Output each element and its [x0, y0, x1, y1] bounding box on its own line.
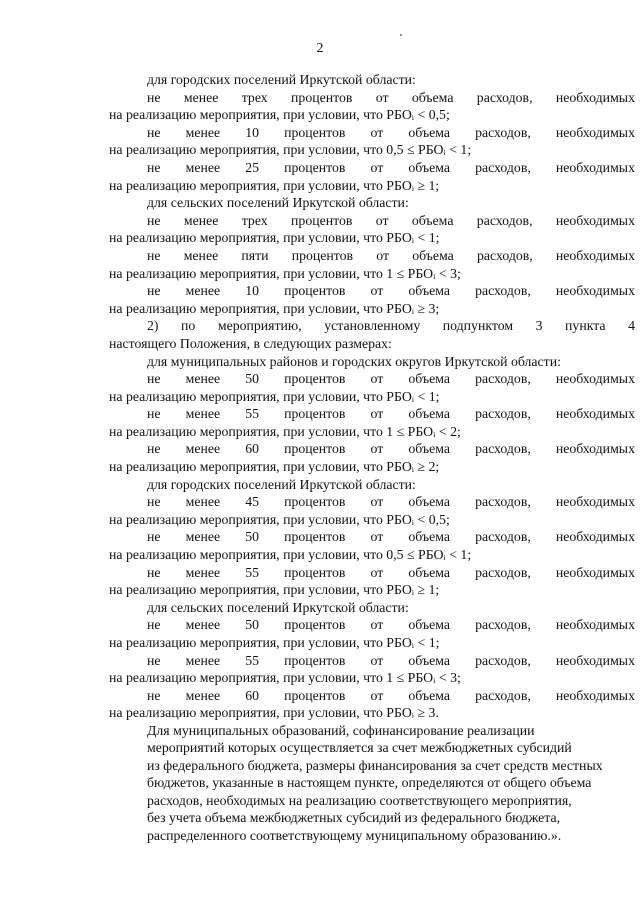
final-paragraph-line: мероприятий которых осуществляется за счет межбюджетных субсидий: [147, 740, 572, 756]
word: не: [147, 687, 161, 703]
justified-line: [109, 89, 635, 107]
word: необходимых: [555, 124, 635, 140]
final-paragraph-line: бюджетов, указанные в настоящем пункте, определяются от общего объема: [147, 775, 592, 791]
word: менее: [185, 283, 221, 299]
final-paragraph-line: распределенного соответствующему муниципальному образованию.».: [147, 827, 562, 843]
word: процентов: [284, 687, 346, 703]
indented-line: для сельских поселений Иркутской области:: [147, 195, 409, 211]
word: объема: [408, 617, 450, 633]
final-paragraph-line: Для муниципальных образований, софинансирование реализации: [147, 722, 535, 738]
justified-line: [109, 564, 635, 582]
word: менее: [183, 247, 219, 263]
word: 50: [245, 371, 259, 387]
word: процентов: [284, 564, 346, 580]
word: необходимых: [555, 371, 635, 387]
word: процентов: [284, 159, 346, 175]
word: расходов,: [475, 371, 531, 387]
word: не: [147, 564, 161, 580]
word: процентов: [291, 89, 353, 105]
text-line: на реализацию мероприятия, при условии, что 1 ≤ РБОᵢ < 3;: [109, 265, 461, 281]
word: необходимых: [555, 564, 635, 580]
word: не: [147, 212, 161, 228]
text-line: на реализацию мероприятия, при условии, что РБОᵢ < 1;: [109, 388, 440, 404]
justified-line: [109, 493, 635, 511]
word: менее: [183, 89, 219, 105]
word: расходов,: [476, 89, 533, 105]
word: необходимых: [555, 247, 635, 263]
word: процентов: [284, 371, 346, 387]
text-line: на реализацию мероприятия, при условии, что РБОᵢ ≥ 3.: [109, 705, 439, 721]
justified-line: [109, 317, 635, 335]
word: процентов: [284, 617, 346, 633]
word: расходов,: [475, 564, 531, 580]
word: объема: [408, 371, 450, 387]
word: необходимых: [555, 529, 635, 545]
justified-line: [109, 370, 635, 388]
word: процентов: [284, 441, 346, 457]
word: расходов,: [475, 652, 531, 668]
word: менее: [185, 406, 221, 422]
final-paragraph: [109, 722, 635, 845]
word: процентов: [284, 652, 346, 668]
word: не: [147, 406, 161, 422]
word: от: [370, 159, 384, 175]
word: не: [147, 617, 161, 633]
word: объема: [408, 529, 450, 545]
justified-line: [109, 616, 635, 634]
word: процентов: [284, 406, 346, 422]
word: расходов,: [475, 529, 531, 545]
justified-line: [109, 405, 635, 423]
word: необходимых: [555, 89, 635, 105]
text-line: на реализацию мероприятия, при условии, что РБОᵢ < 0,5;: [109, 107, 450, 123]
word: расходов,: [476, 247, 533, 263]
word: от: [370, 441, 384, 457]
word: менее: [185, 124, 221, 140]
word: мероприятию,: [217, 318, 302, 334]
word: объема: [408, 283, 450, 299]
word: процентов: [284, 494, 346, 510]
word: не: [147, 529, 161, 545]
word: необходимых: [555, 687, 635, 703]
word: 10: [245, 124, 259, 140]
word: 55: [245, 564, 259, 580]
word: расходов,: [475, 124, 531, 140]
word: по: [181, 318, 196, 334]
word: расходов,: [476, 212, 533, 228]
page-number: 2: [316, 41, 324, 56]
word: не: [147, 652, 161, 668]
word: процентов: [284, 283, 346, 299]
word: 3: [535, 318, 543, 334]
text-line: на реализацию мероприятия, при условии, что 0,5 ≤ РБОᵢ < 1;: [109, 142, 472, 158]
word: подпунктом: [442, 318, 514, 334]
word: 55: [245, 652, 259, 668]
text-line: настоящего Положения, в следующих размерах:: [109, 335, 392, 351]
word: от: [370, 371, 384, 387]
word: от: [370, 687, 384, 703]
word: 55: [245, 406, 259, 422]
word: менее: [185, 371, 221, 387]
word: расходов,: [475, 494, 531, 510]
word: от: [370, 406, 384, 422]
word: необходимых: [555, 406, 635, 422]
text-line: на реализацию мероприятия, при условии, что РБОᵢ ≥ 2;: [109, 459, 440, 475]
word: менее: [185, 564, 221, 580]
indented-line: для городских поселений Иркутской области:: [147, 476, 416, 492]
word: трех: [241, 89, 268, 105]
word: от: [370, 617, 384, 633]
text-line: на реализацию мероприятия, при условии, что РБОᵢ < 1;: [109, 635, 440, 650]
word: процентов: [291, 247, 354, 263]
scan-speck: [400, 34, 402, 36]
justified-line: [109, 159, 635, 177]
word: менее: [185, 159, 221, 175]
word: от: [375, 89, 389, 105]
text-line: на реализацию мероприятия, при условии, что РБОᵢ < 1;: [109, 230, 440, 246]
final-paragraph-line: расходов, необходимых на реализацию соответствующего мероприятия,: [147, 792, 572, 808]
word: менее: [185, 529, 221, 545]
word: объема: [408, 564, 450, 580]
word: расходов,: [475, 687, 531, 703]
word: не: [147, 441, 161, 457]
word: необходимых: [555, 494, 635, 510]
word: объема: [408, 652, 450, 668]
word: 50: [245, 617, 259, 633]
word: 2): [147, 318, 159, 334]
word: не: [147, 124, 161, 140]
word: менее: [185, 617, 221, 633]
word: не: [147, 371, 161, 387]
text-line: на реализацию мероприятия, при условии, что 0,5 ≤ РБОᵢ < 1;: [109, 547, 472, 563]
justified-line: [109, 124, 635, 142]
word: от: [370, 494, 384, 510]
word: 60: [245, 441, 259, 457]
justified-line: [109, 528, 635, 546]
justified-line: [109, 247, 635, 265]
word: объема: [408, 124, 450, 140]
word: необходимых: [555, 652, 635, 668]
word: процентов: [284, 124, 346, 140]
word: от: [370, 652, 384, 668]
word: 10: [245, 283, 259, 299]
word: от: [370, 124, 384, 140]
word: 50: [245, 529, 259, 545]
word: 45: [245, 494, 259, 510]
word: не: [147, 89, 161, 105]
word: необходимых: [555, 212, 635, 228]
word: от: [376, 247, 390, 263]
indented-line: для муниципальных районов и городских округов Иркутской области:: [147, 353, 561, 369]
word: объема: [408, 406, 450, 422]
justified-line: [109, 282, 635, 300]
word: процентов: [291, 212, 353, 228]
word: объема: [408, 494, 450, 510]
word: от: [375, 212, 389, 228]
word: объема: [411, 89, 454, 105]
document-body: [109, 71, 635, 844]
text-line: на реализацию мероприятия, при условии, что РБОᵢ ≥ 1;: [109, 582, 440, 598]
final-paragraph-line: без учета объема межбюджетных субсидий из федерального бюджета,: [147, 810, 561, 826]
word: объема: [412, 247, 454, 263]
word: не: [147, 494, 161, 510]
word: объема: [408, 159, 450, 175]
word: от: [370, 283, 384, 299]
indented-line: для сельских поселений Иркутской области:: [147, 599, 409, 615]
word: объема: [408, 441, 450, 457]
word: менее: [185, 494, 221, 510]
text-lines: [109, 71, 635, 722]
word: расходов,: [475, 617, 531, 633]
word: расходов,: [475, 159, 531, 175]
word: от: [370, 564, 384, 580]
word: не: [147, 159, 161, 175]
word: объема: [408, 687, 450, 703]
justified-line: [109, 652, 635, 670]
indented-line: для городских поселений Иркутской области:: [147, 72, 416, 87]
word: 4: [628, 318, 635, 334]
justified-line: [109, 687, 635, 705]
justified-line: [109, 440, 635, 458]
word: установленному: [324, 318, 421, 334]
word: процентов: [284, 529, 346, 545]
word: 25: [245, 159, 259, 175]
word: трех: [241, 212, 268, 228]
final-paragraph-line: из федерального бюджета, размеры финансирования за счет средств местных: [147, 757, 603, 773]
word: менее: [185, 652, 221, 668]
word: расходов,: [475, 406, 531, 422]
word: необходимых: [555, 283, 635, 299]
word: менее: [185, 687, 221, 703]
word: менее: [183, 212, 219, 228]
word: менее: [185, 441, 221, 457]
word: необходимых: [555, 617, 635, 633]
word: расходов,: [475, 441, 531, 457]
word: пяти: [241, 247, 269, 263]
word: расходов,: [475, 283, 531, 299]
word: необходимых: [555, 441, 635, 457]
word: от: [370, 529, 384, 545]
word: не: [147, 247, 161, 263]
text-line: на реализацию мероприятия, при условии, что 1 ≤ РБОᵢ < 3;: [109, 670, 461, 686]
word: пункта: [565, 318, 606, 334]
justified-line: [109, 212, 635, 230]
text-line: на реализацию мероприятия, при условии, что 1 ≤ РБОᵢ < 2;: [109, 423, 461, 439]
word: необходимых: [555, 159, 635, 175]
word: объема: [411, 212, 454, 228]
word: 60: [245, 687, 259, 703]
text-line: на реализацию мероприятия, при условии, что РБОᵢ ≥ 1;: [109, 177, 440, 193]
word: не: [147, 283, 161, 299]
text-line: на реализацию мероприятия, при условии, что РБОᵢ < 0,5;: [109, 511, 450, 527]
text-line: на реализацию мероприятия, при условии, что РБОᵢ ≥ 3;: [109, 300, 440, 316]
